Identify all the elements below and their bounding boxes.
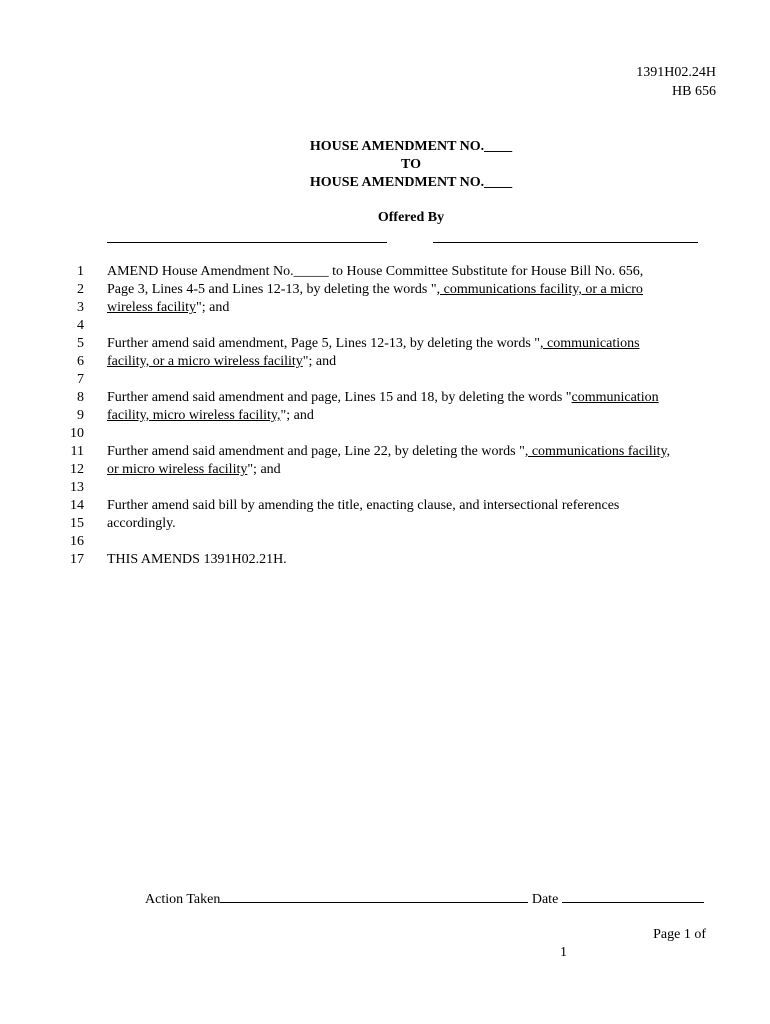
line-text: [107, 515, 176, 533]
text-segment: "; and: [302, 354, 337, 369]
text-segment: "; and: [247, 462, 281, 477]
line-number: 6: [77, 354, 84, 369]
line-number: 10: [70, 426, 84, 441]
date-blank: [562, 889, 704, 903]
line-number: 5: [77, 336, 84, 351]
text-segment: Further amend said amendment and page, Lines 15 and 18, by deleting the words ": [107, 390, 572, 405]
line-number: 13: [70, 480, 84, 495]
line-text: [107, 461, 281, 479]
line-text: [107, 443, 670, 461]
text-segment: AMEND House Amendment No._____ to House Committee Substitute for House Bill No. 656,: [107, 264, 644, 279]
line-number: 2: [77, 282, 84, 297]
offered-by-label: Offered By: [377, 210, 445, 225]
sponsor-signature-line-left: [107, 242, 387, 243]
line-text: [107, 263, 643, 281]
action-taken-blank: [220, 889, 528, 903]
amendment-title-line-2: TO: [401, 157, 421, 172]
deleted-words: or micro wireless facility: [107, 462, 248, 477]
text-segment: Further amend said amendment and page, Line 22, by deleting the words ": [107, 444, 525, 459]
deleted-words: , communications facility,: [524, 444, 671, 459]
line-number: 7: [77, 372, 84, 387]
date-label: Date: [531, 892, 559, 907]
line-text: [107, 389, 659, 407]
line-number: 14: [70, 498, 84, 513]
amendment-title-line-3: HOUSE AMENDMENT NO.____: [309, 175, 513, 190]
deleted-words: , communications: [540, 336, 640, 351]
line-number: 8: [77, 390, 84, 405]
sponsor-signature-line-right: [433, 242, 698, 243]
action-taken-row: [145, 889, 704, 909]
document-id: 1391H02.24H: [636, 65, 716, 80]
text-segment: "; and: [196, 300, 230, 315]
line-number: 16: [70, 534, 84, 549]
text-segment: Further amend said amendment, Page 5, Lines 12-13, by deleting the words ": [107, 336, 541, 351]
text-segment: Further amend said bill by amending the title, enacting clause, and intersectional references: [107, 498, 620, 513]
amendment-title-line-1: HOUSE AMENDMENT NO.____: [309, 139, 513, 154]
line-text: [107, 353, 336, 371]
bill-number: HB 656: [672, 84, 716, 99]
text-segment: "; and: [280, 408, 314, 423]
page-number-line-2: 1: [560, 945, 567, 960]
page-number-line-1: Page 1 of: [653, 927, 706, 942]
line-number: 15: [70, 516, 84, 531]
deleted-words: facility, or a micro wireless facility: [107, 354, 303, 369]
deleted-words: communication: [571, 390, 659, 405]
line-text: [107, 551, 287, 569]
deleted-words: facility, micro wireless facility,: [107, 408, 281, 423]
line-number: 4: [77, 318, 84, 333]
line-number: 11: [70, 444, 84, 459]
line-number: 12: [70, 462, 84, 477]
text-segment: Page 3, Lines 4-5 and Lines 12-13, by deleting the words ": [107, 282, 437, 297]
line-text: [107, 299, 229, 317]
text-segment: accordingly.: [107, 516, 176, 531]
line-number: 3: [77, 300, 84, 315]
line-text: [107, 335, 640, 353]
action-taken-label: Action Taken: [145, 892, 221, 907]
line-number: 9: [77, 408, 84, 423]
deleted-words: wireless facility: [107, 300, 197, 315]
line-text: [107, 407, 314, 425]
text-segment: THIS AMENDS 1391H02.21H.: [107, 552, 287, 567]
line-text: [107, 497, 619, 515]
line-number: 1: [77, 264, 84, 279]
line-text: [107, 281, 643, 299]
deleted-words: , communications facility, or a micro: [436, 282, 643, 297]
line-number: 17: [70, 552, 84, 567]
